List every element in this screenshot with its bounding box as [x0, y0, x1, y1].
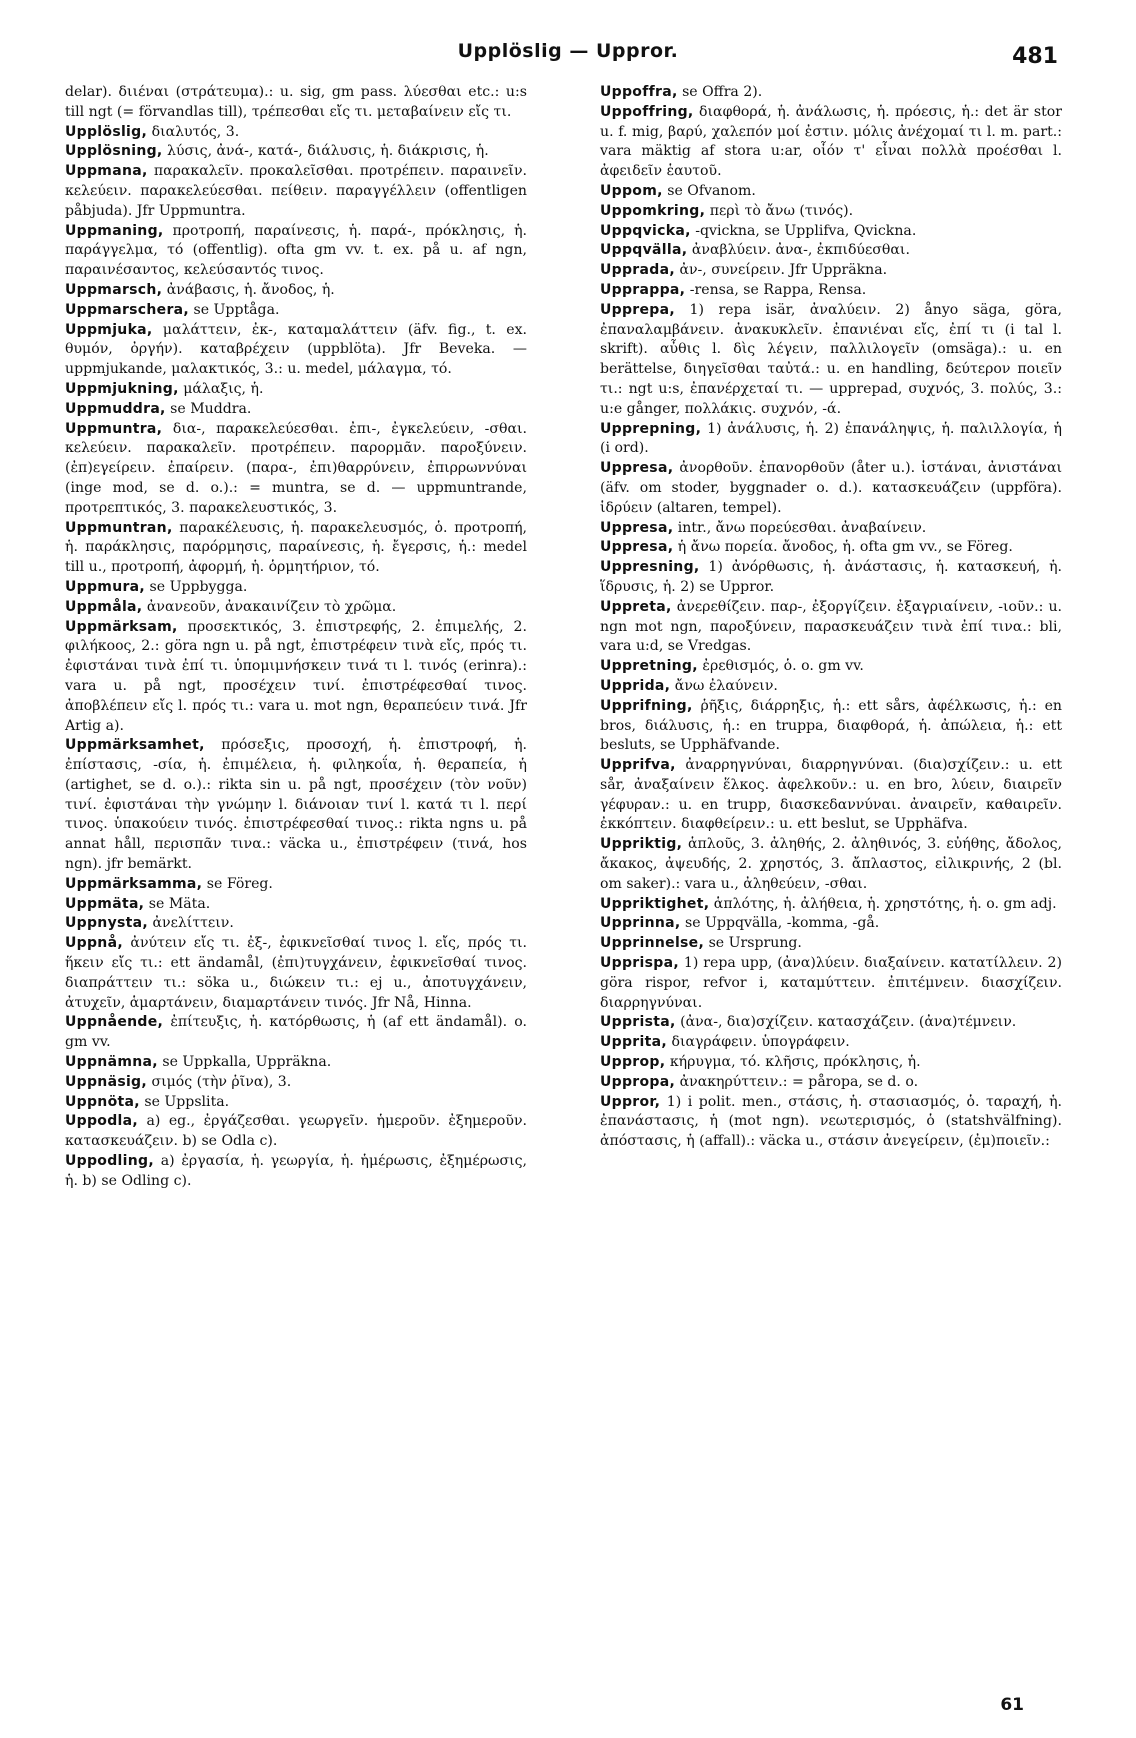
dictionary-entry	[600, 1053, 1062, 1073]
dictionary-entry	[65, 1013, 527, 1053]
entry-headword: Uppresa,	[600, 539, 674, 556]
dictionary-entry	[600, 83, 1062, 103]
entry-text: se Offra 2).	[682, 84, 763, 100]
entry-headword: Uppmuntran,	[65, 519, 173, 536]
dictionary-entry	[65, 1053, 527, 1073]
entry-text: προσεκτικός, 3. ἐπιστρεφής, 2. ἐπιμελής, 2. φιλήκοος, 2.: göra ngn u. på ngt, ἐπιστρέφειν τινὰ εἴς, πρός τι. ἐφιστάναι τινὰ ἐπί τι. ὑπομιμνήσκειν τινά τι l. τινός (erinra).: vara u. på ngt, προσέχειν τινί. ἐπιστρέφεσθαί τινος. ἀποβλέπειν εἴς l. πρός τι.: vara u. mot ngn, θεραπεύειν τινά. Jfr Artig a).	[65, 618, 528, 734]
entry-headword: Upplösning,	[65, 143, 163, 160]
entry-headword: Uppoffring,	[600, 103, 694, 120]
entry-headword: Upprappa,	[600, 281, 686, 298]
dictionary-entry	[600, 697, 1062, 756]
entry-headword: Upprifva,	[600, 757, 676, 774]
entry-headword: Upprada,	[600, 262, 675, 279]
entry-text: se Föreg.	[206, 875, 273, 892]
entry-text: se Uppkalla, Uppräkna.	[162, 1054, 332, 1071]
dictionary-entry	[65, 736, 527, 875]
entry-headword: Upprepa,	[600, 301, 675, 318]
entry-headword: Uppmärksamma,	[65, 875, 203, 892]
entry-text: se Muddra.	[170, 400, 252, 417]
page-number: 481	[1012, 44, 1058, 69]
entry-text: 1) ἀνόρθωσις, ἡ. ἀνάστασις, ἡ. κατασκευή, ἡ. ἵδρυσις, ἡ. 2) se Uppror.	[600, 559, 1062, 595]
dictionary-entry	[600, 222, 1062, 242]
entry-text: 1) ἀνάλυσις, ἡ. 2) ἐπανάληψις, ἡ. παλιλλογία, ἡ (i ord).	[600, 420, 1063, 457]
entry-headword: Uppodla,	[65, 1113, 139, 1130]
entry-text: ἡ ἄνω πορεία. ἄνοδος, ἡ. ofta gm vv., se Föreg.	[677, 539, 1013, 556]
dictionary-entry	[600, 182, 1062, 202]
entry-text: παρακέλευσις, ἡ. παρακελευσμός, ὁ. προτροπή, ἡ. παράκλησις, παρόρμησις, παραίνεσις, ἡ. ἔγερσις, ἡ.: medel till u., προτροπή, ἀφορμή, ἡ. ὁρμητήριον, τό.	[65, 519, 528, 576]
running-head: Upplöslig — Uppror.	[457, 40, 679, 62]
dictionary-entry	[600, 1073, 1062, 1093]
dictionary-entry	[65, 222, 527, 281]
entry-text: ἀν-, συνείρειν. Jfr Uppräkna.	[679, 262, 888, 279]
entry-headword: Uppmana,	[65, 163, 148, 180]
entry-headword: Uppodling,	[65, 1153, 154, 1170]
entry-text: a) ἐργασία, ἡ. γεωργία, ἡ. ἡμέρωσις, ἐξημέρωσις, ἡ. b) se Odling c).	[65, 1153, 528, 1189]
entry-text: μάλαξις, ἡ.	[183, 380, 264, 397]
dictionary-entry	[600, 677, 1062, 697]
entry-headword: Uppnå,	[65, 935, 123, 952]
entry-headword: Uppriktig,	[600, 836, 683, 853]
entry-text: ἀνελίττειν.	[152, 915, 234, 932]
entry-headword: Upprita,	[600, 1034, 667, 1051]
dictionary-entry	[600, 756, 1062, 835]
entry-text: ἀνανεοῦν, ἀνακαινίζειν τὸ χρῶμα.	[146, 598, 397, 615]
dictionary-entry	[600, 1093, 1062, 1152]
dictionary-entry	[65, 123, 527, 143]
entry-headword: Uppmarschera,	[65, 301, 190, 318]
entry-text: -qvickna, se Upplifva, Qvickna.	[695, 222, 917, 239]
entry-headword: Uppqvälla,	[600, 242, 688, 259]
entry-text: διαφθορά, ἡ. ἀνάλωσις, ἡ. πρόεσις, ἡ.: det är stor u. f. mig, βαρύ, χαλεπόν μοί ἐστιν. μόλις ἀνέχομαί τι l. m. part.: vara mäktig af stora u:ar, οἷόν τ' εἶναι πολλὰ προέσθαι l. ἀφειδεῖν ἑαυτοῦ.	[600, 103, 1062, 180]
entry-text: ἄνω ἐλαύνειν.	[674, 677, 778, 694]
entry-headword: Uppresa,	[600, 460, 674, 477]
entry-headword: Upprepning,	[600, 420, 702, 437]
dictionary-entry	[600, 459, 1062, 518]
dictionary-entry	[600, 103, 1062, 182]
entry-headword: Uppnående,	[65, 1014, 164, 1031]
entry-headword: Upprifning,	[600, 697, 693, 714]
entry-text: προτροπή, παραίνεσις, ἡ. παρά-, πρόκλησις, ἡ. παράγγελμα, τό (offentlig). ofta gm vv. t. ex. på u. af ngn, παραινέσαντος, κελεύσαντός τινος.	[65, 222, 527, 279]
dictionary-entry	[65, 142, 527, 162]
entry-headword: Uppmäta,	[65, 895, 145, 912]
entry-text: ἁπλότης, ἡ. ἀλήθεια, ἡ. χρηστότης, ἡ. o. gm adj.	[713, 895, 1057, 912]
dictionary-entry	[600, 202, 1062, 222]
signature-mark: 61	[1000, 1695, 1024, 1715]
dictionary-entry	[65, 914, 527, 934]
dictionary-entry	[600, 914, 1062, 934]
dictionary-entry	[65, 400, 527, 420]
dictionary-entry	[65, 162, 527, 221]
dictionary-entry	[600, 301, 1062, 420]
entry-text: διαγράφειν. ὑπογράφειν.	[671, 1034, 850, 1051]
entry-headword: Uppmarsch,	[65, 281, 163, 298]
entry-headword: Uppoffra,	[600, 84, 678, 100]
entry-text: se Ofvanom.	[667, 182, 756, 199]
entry-text: ἀνάβασις, ἡ. ἄνοδος, ἡ.	[166, 281, 335, 298]
entry-headword: Uppmjuka,	[65, 321, 153, 338]
dictionary-entry	[65, 895, 527, 915]
entry-headword: Uppmåla,	[65, 598, 143, 615]
dictionary-entry	[65, 598, 527, 618]
entry-text: ἀνορθοῦν. ἐπανορθοῦν (åter u.). ἱστάναι, ἀνιστάναι (äfv. om stoder, byggnader o. d.). κατασκευάζειν (uppföra). ἱδρύειν (altaren, tempel).	[600, 460, 1062, 516]
dictionary-entry	[600, 519, 1062, 539]
entry-text: πρόσεξις, προσοχή, ἡ. ἐπιστροφή, ἡ. ἐπίστασις, -σία, ἡ. ἐπιμέλεια, ἡ. φιληκοΐα, ἡ. θεραπεία, ἡ (artighet, se d. o.).: rikta sin u. på ngt, προσέχειν (τὸν νοῦν) τινί. ἐφιστάναι τὴν γνώμην l. διάνοιαν τινί l. κατά τι l. περί τινος. ὑπακούειν τινός. ἐπιστρέφεσθαί τινος.: rikta ngns u. på annat håll, περισπᾶν τινα.: väcka u., ἐπιστρέφειν (τινά, hos ngn). jfr bemärkt.	[65, 737, 527, 873]
entry-text: se Uppbygga.	[149, 578, 248, 595]
dictionary-entry	[65, 83, 527, 123]
dictionary-entry	[65, 301, 527, 321]
entry-text: ἁπλοῦς, 3. ἀληθής, 2. ἀληθινός, 3. εὐήθης, ἄδολος, ἄκακος, ἀψευδής, 2. χρηστός, 3. ἄπλαστος, εἰλικρινής, 2 (bl. om saker).: vara u., ἀληθεύειν, -σθαι.	[600, 836, 1062, 892]
entry-text: ῥῆξις, διάρρηξις, ἡ.: ett sårs, ἀφέλκωσις, ἡ.: en bros, διάλυσις, ἡ.: en truppa, διαφθορά, ἡ. ἀπώλεια, ἡ.: ett besluts, se Upphäfvande.	[600, 697, 1062, 754]
entry-headword: Uppresning,	[600, 559, 700, 576]
entry-text: 1) i polit. men., στάσις, ἡ. στασιασμός, ὁ. ταραχή, ἡ. ἐπανάστασις, ἡ (mot ngn). νεωτερισμός, ὁ (statshvälfning). ἀπόστασις, ἡ (affall).: väcka u., στάσιν ἀνεγείρειν, (ἐμ)ποιεῖν.:	[600, 1093, 1063, 1150]
entry-headword: Uppmuddra,	[65, 400, 166, 417]
entry-text: se Uppqvälla, -komma, -gå.	[685, 915, 880, 932]
dictionary-entry	[65, 1152, 527, 1192]
right-column	[600, 83, 1062, 1152]
entry-headword: Uppnäsig,	[65, 1073, 147, 1090]
dictionary-entry	[600, 558, 1062, 598]
entry-text: intr., ἄνω πορεύεσθαι. ἀναβαίνειν.	[677, 519, 927, 536]
dictionary-entry	[65, 934, 527, 1013]
dictionary-entry	[600, 598, 1062, 657]
entry-text: ἀνύτειν εἴς τι. ἐξ-, ἐφικνεῖσθαί τινος l. εἴς, πρός τι. ἥκειν εἴς τι.: ett ändamål, (ἐπι)τυγχάνειν, ἐφικνεῖσθαί τινος. διαπράττειν τι.: söka u., διώκειν τι.: ej u., ἀποτυγχάνειν, ἀτυχεῖν, ἁμαρτάνειν, διαμαρτάνειν τινός. Jfr Nå, Hinna.	[65, 935, 527, 1011]
entry-text: 1) repa isär, ἀναλύειν. 2) ånyo säga, göra, ἐπαναλαμβάνειν. ἀνακυκλεῖν. ἐπανιέναι εἴς, ἐπί τι (i tal l. skrift). αὖθις l. δὶς λέγειν, παλλιλογεῖν (omsäga).: u. en berättelse, διηγεῖσθαι ταὐτά.: u. en handling, δεύτερον ποιεῖν τι.: ngt u:s, ἐπανέρχεταί τι. — upprepad, συχνός, 3. πολύς, 3.: u:e gånger, πολλάκις. συχνόν, -ά.	[600, 301, 1062, 417]
dictionary-entry	[600, 1033, 1062, 1053]
entry-text: delar). διιέναι (στράτευμα).: u. sig, gm pass. λύεσθαι etc.: u:s till ngt (= förvandlas till), τρέπεσθαι εἴς τι. μεταβαίνειν εἴς τι.	[65, 84, 527, 120]
dictionary-entry	[600, 934, 1062, 954]
dictionary-entry	[65, 321, 527, 380]
entry-headword: Upprinnelse,	[600, 935, 705, 952]
dictionary-entry	[600, 835, 1062, 894]
dictionary-entry	[65, 618, 527, 737]
entry-headword: Upprinna,	[600, 915, 681, 932]
entry-headword: Upprop,	[600, 1054, 666, 1071]
entry-text: -rensa, se Rappa, Rensa.	[689, 281, 867, 298]
dictionary-entry	[600, 657, 1062, 677]
entry-headword: Uppmura,	[65, 578, 146, 595]
dictionary-entry	[65, 578, 527, 598]
entry-text: (ἀνα-, δια)σχίζειν. κατασχάζειν. (ἀνα)τέμνειν.	[680, 1014, 1017, 1031]
entry-headword: Upprida,	[600, 677, 671, 694]
entry-headword: Uppnämna,	[65, 1054, 158, 1071]
dictionary-entry	[600, 281, 1062, 301]
dictionary-entry	[600, 420, 1062, 460]
entry-headword: Uppretning,	[600, 658, 698, 675]
entry-text: se Uppslita.	[144, 1093, 230, 1110]
entry-headword: Uppnysta,	[65, 915, 148, 932]
dictionary-entry	[65, 420, 527, 519]
entry-headword: Uppresa,	[600, 519, 674, 536]
entry-text: σιμός (τὴν ῥῖνα), 3.	[151, 1073, 292, 1090]
dictionary-entry	[65, 281, 527, 301]
entry-text: διαλυτός, 3.	[151, 123, 240, 140]
entry-headword: Upprispa,	[600, 955, 679, 972]
entry-text: 1) repa upp, (ἀνα)λύειν. διαξαίνειν. κατατίλλειν. 2) göra rispor, refvor i, καταμύττειν. ἐπιτέμνειν. διασχίζειν. διαρρηγνύναι.	[600, 955, 1063, 1011]
entry-text: ἀνερεθίζειν. παρ-, ἐξοργίζειν. ἐξαγριαίνειν, -ιοῦν.: u. ngn mot ngn, παροξύνειν, παρασκευάζειν τινὰ ἐπί τινα.: bli, vara u:d, se Vredgas.	[600, 598, 1062, 655]
entry-text: ἐρεθισμός, ὁ. o. gm vv.	[702, 658, 864, 675]
entry-text: ἐπίτευξις, ἡ. κατόρθωσις, ἡ (af ett ändamål). o. gm vv.	[65, 1014, 527, 1051]
dictionary-entry	[600, 538, 1062, 558]
entry-headword: Uppriktighet,	[600, 895, 710, 912]
entry-headword: Uppnöta,	[65, 1093, 140, 1110]
dictionary-entry	[65, 1073, 527, 1093]
dictionary-entry	[600, 954, 1062, 1013]
entry-text: λύσις, ἀνά-, κατά-, διάλυσις, ἡ. διάκρισις, ἡ.	[167, 143, 489, 160]
dictionary-entry	[600, 1013, 1062, 1033]
entry-headword: Uppqvicka,	[600, 222, 691, 239]
entry-headword: Upprista,	[600, 1014, 676, 1031]
entry-text: se Mäta.	[148, 895, 211, 912]
entry-text: παρακαλεῖν. προκαλεῖσθαι. προτρέπειν. παραινεῖν. κελεύειν. παρακελεύεσθαι. πείθειν. παραγγέλλειν (offentligen påbjuda). Jfr Uppmuntra.	[65, 163, 528, 219]
dictionary-entry	[65, 1093, 527, 1113]
entry-text: se Upptåga.	[193, 301, 280, 318]
dictionary-entry	[65, 1112, 527, 1152]
entry-headword: Uppmjukning,	[65, 380, 179, 397]
dictionary-entry	[600, 241, 1062, 261]
entry-text: ἀναρρηγνύναι, διαρρηγνύναι. (δια)σχίζειν.: u. ett sår, ἀναξαίνειν ἕλκος. ἀφελκοῦν.: u. en bro, λύειν, διαιρεῖν γέφυραν.: u. en trupp, διασκεδαννύναι. ἀναιρεῖν, καθαιρεῖν. ἐκκόπτειν. διαφθείρειν.: u. ett beslut, se Upphäfva.	[600, 757, 1062, 833]
left-column	[65, 83, 527, 1192]
dictionary-entry	[65, 519, 527, 578]
entry-headword: Uppreta,	[600, 598, 672, 615]
dictionary-entry	[600, 261, 1062, 281]
dictionary-entry	[65, 380, 527, 400]
entry-headword: Uppmärksam,	[65, 618, 178, 635]
dictionary-entry	[600, 895, 1062, 915]
entry-headword: Uppropa,	[600, 1073, 676, 1090]
entry-headword: Uppom,	[600, 182, 663, 199]
entry-headword: Uppror,	[600, 1093, 661, 1110]
entry-headword: Uppmuntra,	[65, 420, 163, 437]
entry-text: μαλάττειν, ἐκ-, καταμαλάττειν (äfv. fig., t. ex. θυμόν, ὀργήν). καταβρέχειν (uppblöta). Jfr Beveka. — uppmjukande, μαλακτικός, 3.: u. medel, μάλαγμα, τό.	[65, 321, 528, 378]
entry-text: περὶ τὸ ἄνω (τινός).	[709, 202, 854, 219]
entry-text: δια-, παρακελεύεσθαι. ἐπι-, ἐγκελεύειν, -σθαι. κελεύειν. παρακαλεῖν. προτρέπειν. παρορμᾶν. παροξύνειν. (ἐπ)εγείρειν. ἐπαίρειν. (παρα-, ἐπι)θαρρύνειν, ἐπιρρωννύναι (inge mod, se d. o.).: = muntra, se d. — uppmuntrande, προτρεπτικός, 3. παρακελευστικός, 3.	[65, 420, 528, 516]
entry-text: ἀνακηρύττειν.: = påropa, se d. o.	[679, 1073, 919, 1090]
entry-text: κήρυγμα, τό. κλῆσις, πρόκλησις, ἡ.	[669, 1054, 921, 1071]
dictionary-entry	[65, 875, 527, 895]
entry-text: se Ursprung.	[708, 935, 802, 952]
entry-headword: Uppmaning,	[65, 222, 164, 239]
entry-headword: Uppmärksamhet,	[65, 737, 205, 754]
entry-text: ἀναβλύειν. ἀνα-, ἐκπιδύεσθαι.	[691, 242, 910, 259]
entry-headword: Upplöslig,	[65, 123, 148, 140]
entry-headword: Uppomkring,	[600, 202, 706, 219]
entry-text: a) eg., ἐργάζεσθαι. γεωργεῖν. ἡμεροῦν. ἐξημεροῦν. κατασκευάζειν. b) se Odla c).	[65, 1113, 527, 1150]
